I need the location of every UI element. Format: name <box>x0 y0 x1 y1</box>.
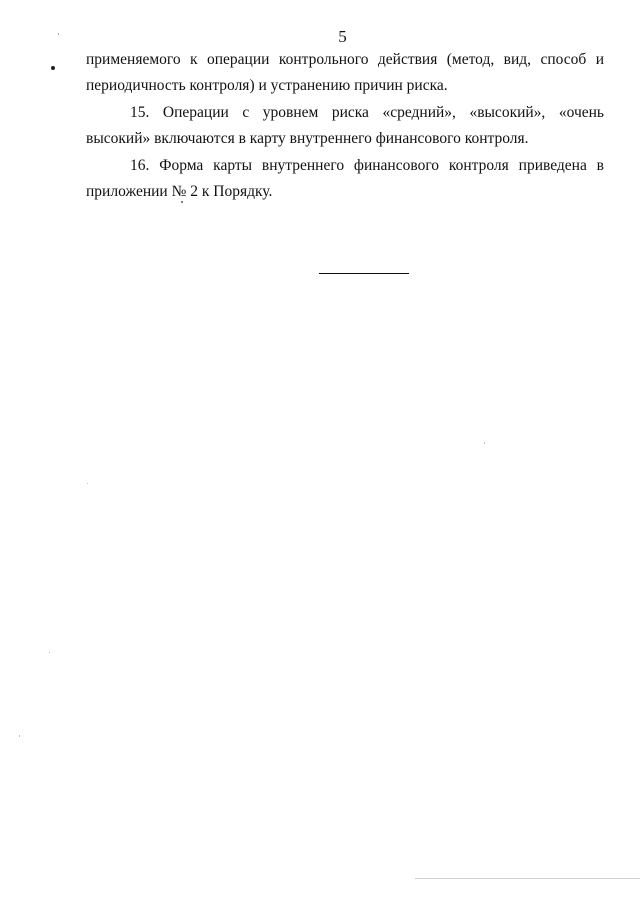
paragraph-15: 15. Операции с уровнем риска «средний», «высокий», «очень высокий» включаются в карту внутреннего финансового контроля. <box>86 104 604 147</box>
end-of-document-rule <box>319 273 409 274</box>
scan-edge-line <box>415 878 640 879</box>
paragraph-16: 16. Форма карты внутреннего финансового контроля приведена в приложении № 2 к Порядку. <box>86 157 604 200</box>
scan-artifact-dot <box>51 66 55 70</box>
scan-artifact-dot <box>484 442 485 444</box>
scan-artifact-dot <box>87 483 88 484</box>
paragraph-continued-line-2: периодичность контроля) и устранению причин риска. <box>86 77 448 94</box>
document-body <box>86 47 604 206</box>
paragraph-continued-line-1: применяемого к операции контрольного действия (метод, вид, способ и <box>86 51 604 68</box>
scan-artifact-dot <box>58 33 59 35</box>
page-number: 5 <box>338 27 347 46</box>
scan-artifact-dot <box>49 652 50 653</box>
paragraph-continued <box>86 47 604 99</box>
scan-artifact-dot <box>19 735 20 737</box>
scan-artifact-dot <box>181 201 183 203</box>
